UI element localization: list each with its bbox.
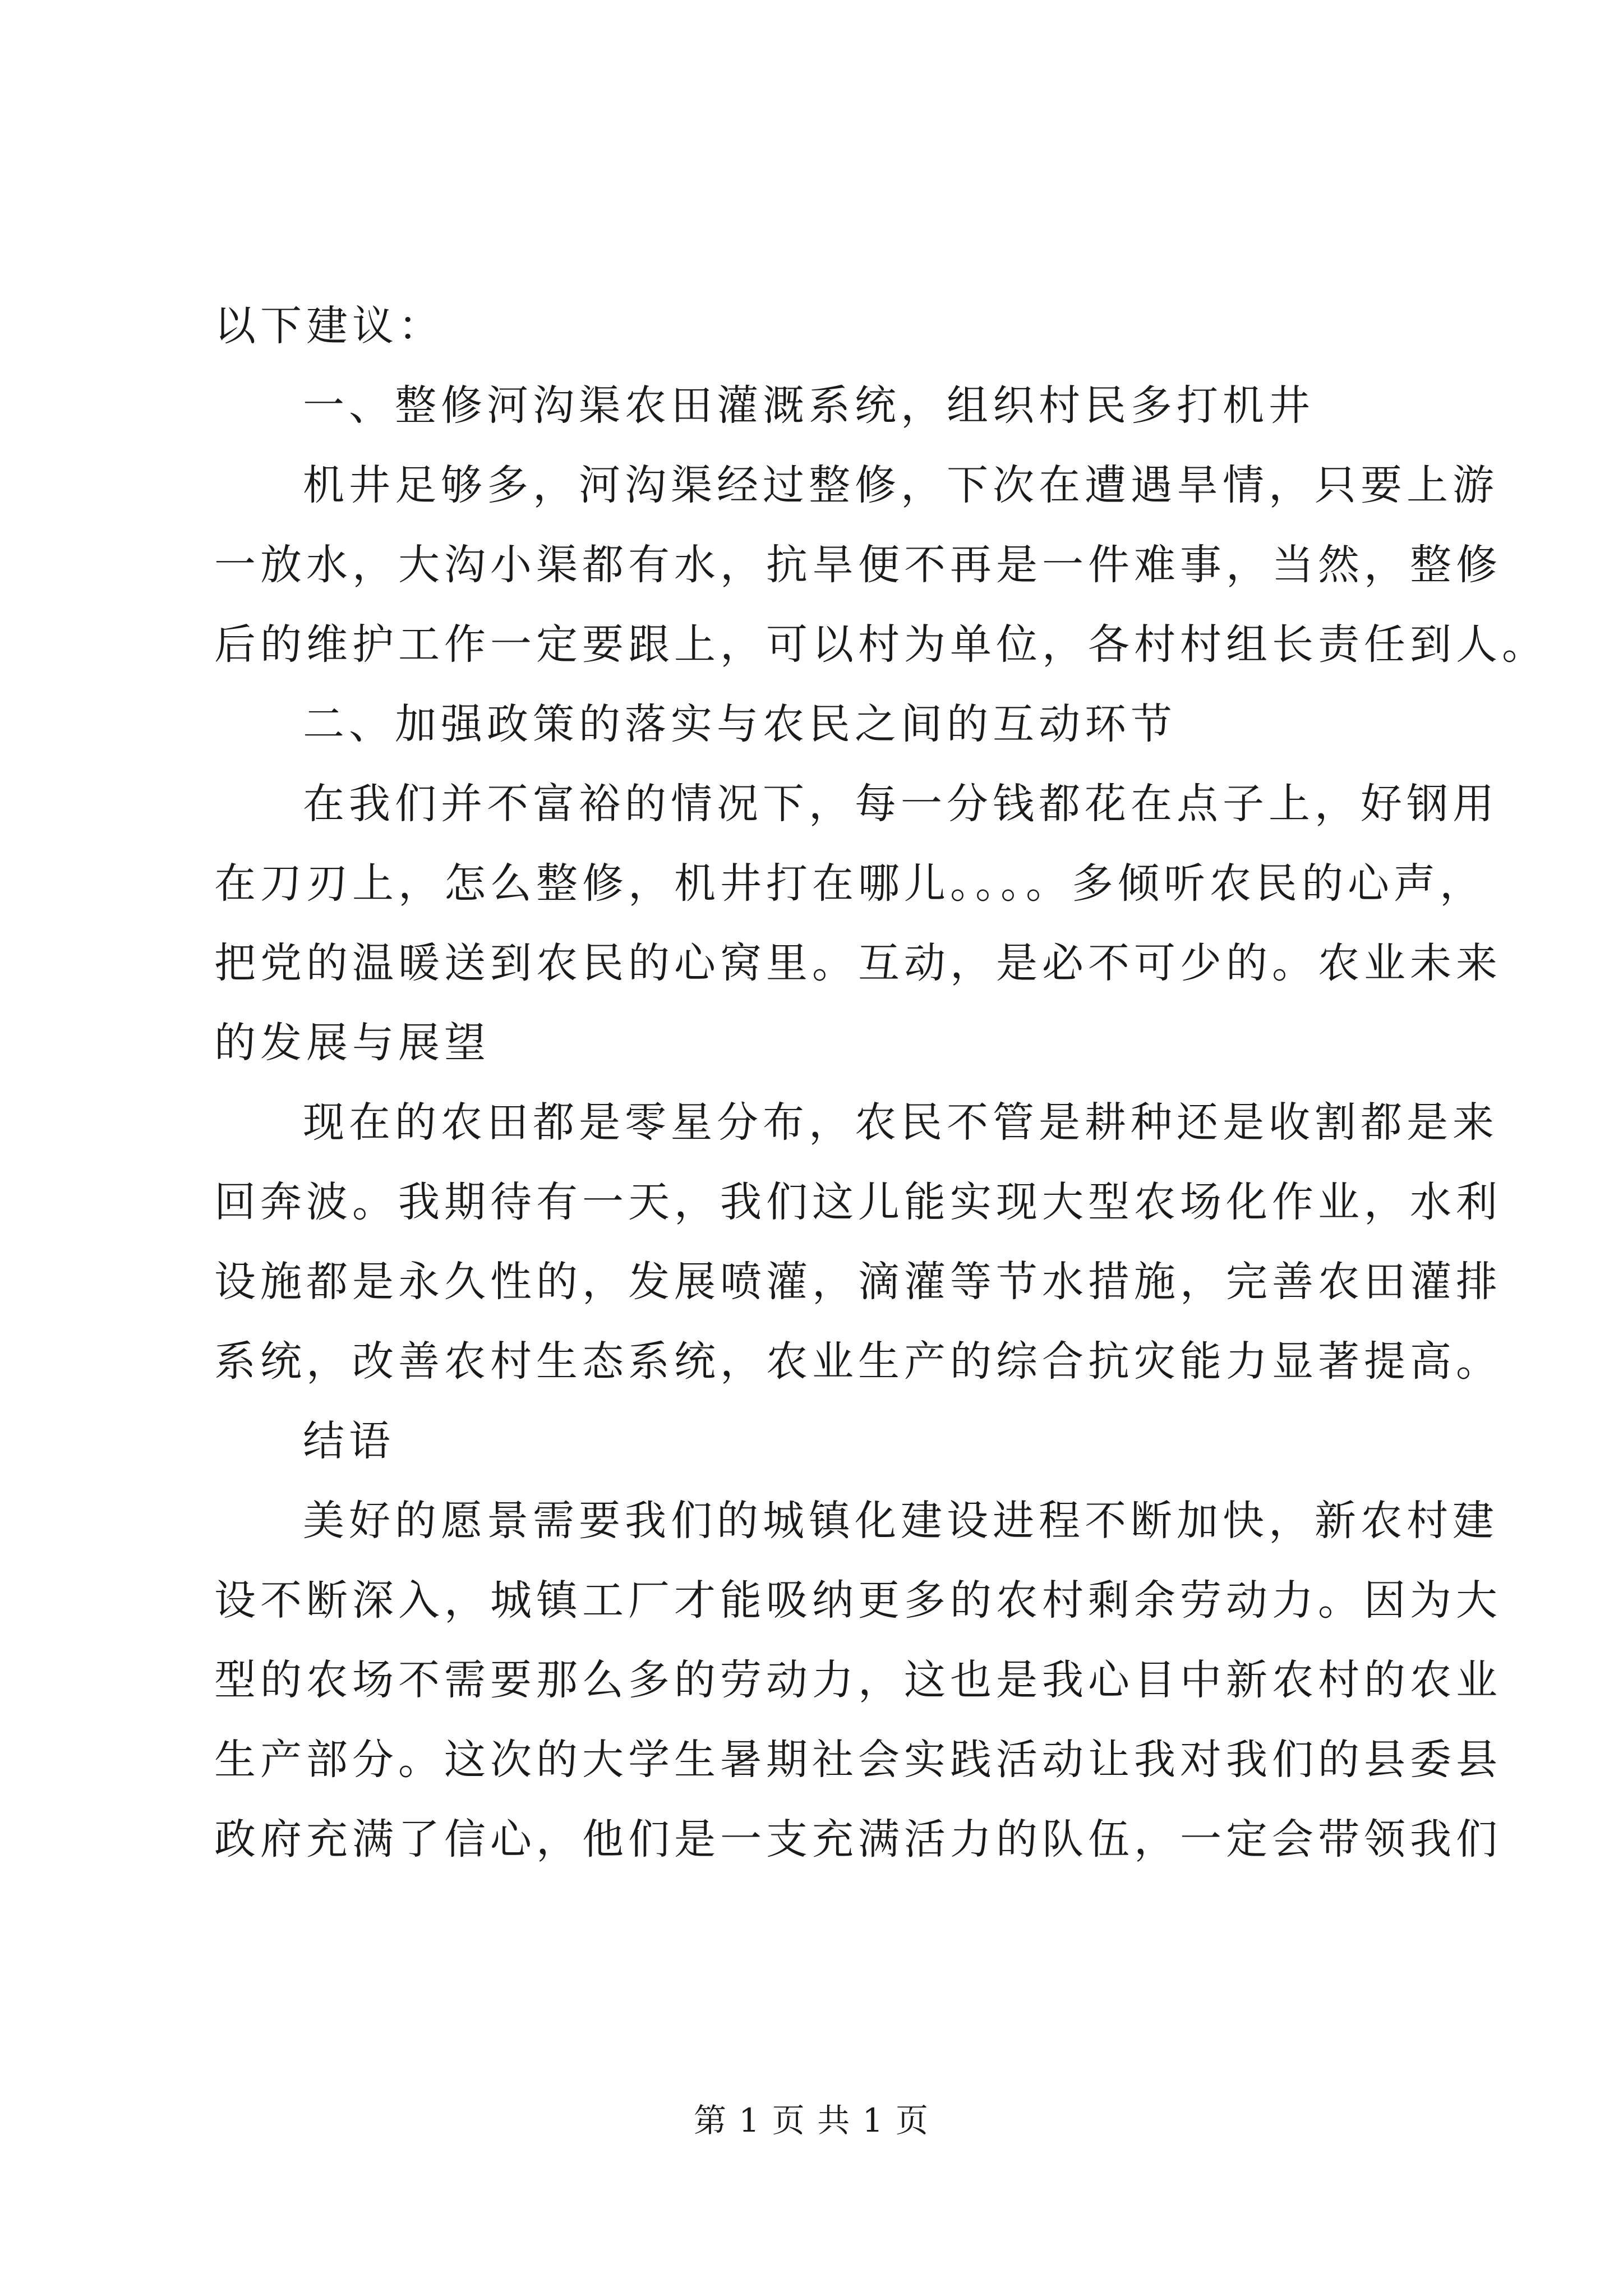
section-heading-conclusion: 结语	[303, 1417, 395, 1465]
text-line: 回奔波。我期待有一天，我们这儿能实现大型农场化作业，水利	[214, 1178, 1502, 1226]
text-line: 政府充满了信心，他们是一支充满活力的队伍，一定会带领我们	[214, 1815, 1502, 1864]
text-line: 一放水，大沟小渠都有水，抗旱便不再是一件难事，当然，整修	[214, 541, 1502, 589]
text-line: 现在的农田都是零星分布，农民不管是耕种还是收割都是来	[303, 1098, 1498, 1147]
text-line: 后的维护工作一定要跟上，可以村为单位，各村村组长责任到人。	[214, 620, 1548, 669]
text-line: 机井足够多，河沟渠经过整修，下次在遭遇旱情，只要上游	[303, 461, 1498, 509]
document-body	[214, 286, 1548, 1879]
text-line: 以下建议：	[214, 302, 444, 350]
section-heading-irrigation: 一、整修河沟渠农田灌溉系统，组织村民多打机井	[303, 381, 1315, 430]
text-line: 设不断深入，城镇工厂才能吸纳更多的农村剩余劳动力。因为大	[214, 1576, 1502, 1625]
text-line: 在我们并不富裕的情况下，每一分钱都花在点子上，好钢用	[303, 780, 1498, 828]
text-line: 生产部分。这次的大学生暑期社会实践活动让我对我们的县委县	[214, 1736, 1502, 1784]
section-heading-policy: 二、加强政策的落实与农民之间的互动环节	[303, 700, 1177, 748]
page-number-footer: 第 1 页 共 1 页	[694, 2101, 929, 2139]
text-line: 设施都是永久性的，发展喷灌，滴灌等节水措施，完善农田灌排	[214, 1258, 1502, 1306]
text-line: 系统，改善农村生态系统，农业生产的综合抗灾能力显著提高。	[214, 1337, 1502, 1386]
text-line: 型的农场不需要那么多的劳动力，这也是我心目中新农村的农业	[214, 1656, 1502, 1704]
text-line: 在刀刃上，怎么整修，机井打在哪儿。。。。多倾听农民的心声，	[214, 859, 1486, 908]
text-line: 的发展与展望	[214, 1019, 490, 1067]
text-line: 把党的温暖送到农民的心窝里。互动，是必不可少的。农业未来	[214, 939, 1502, 987]
text-line: 美好的愿景需要我们的城镇化建设进程不断加快，新农村建	[303, 1497, 1498, 1545]
